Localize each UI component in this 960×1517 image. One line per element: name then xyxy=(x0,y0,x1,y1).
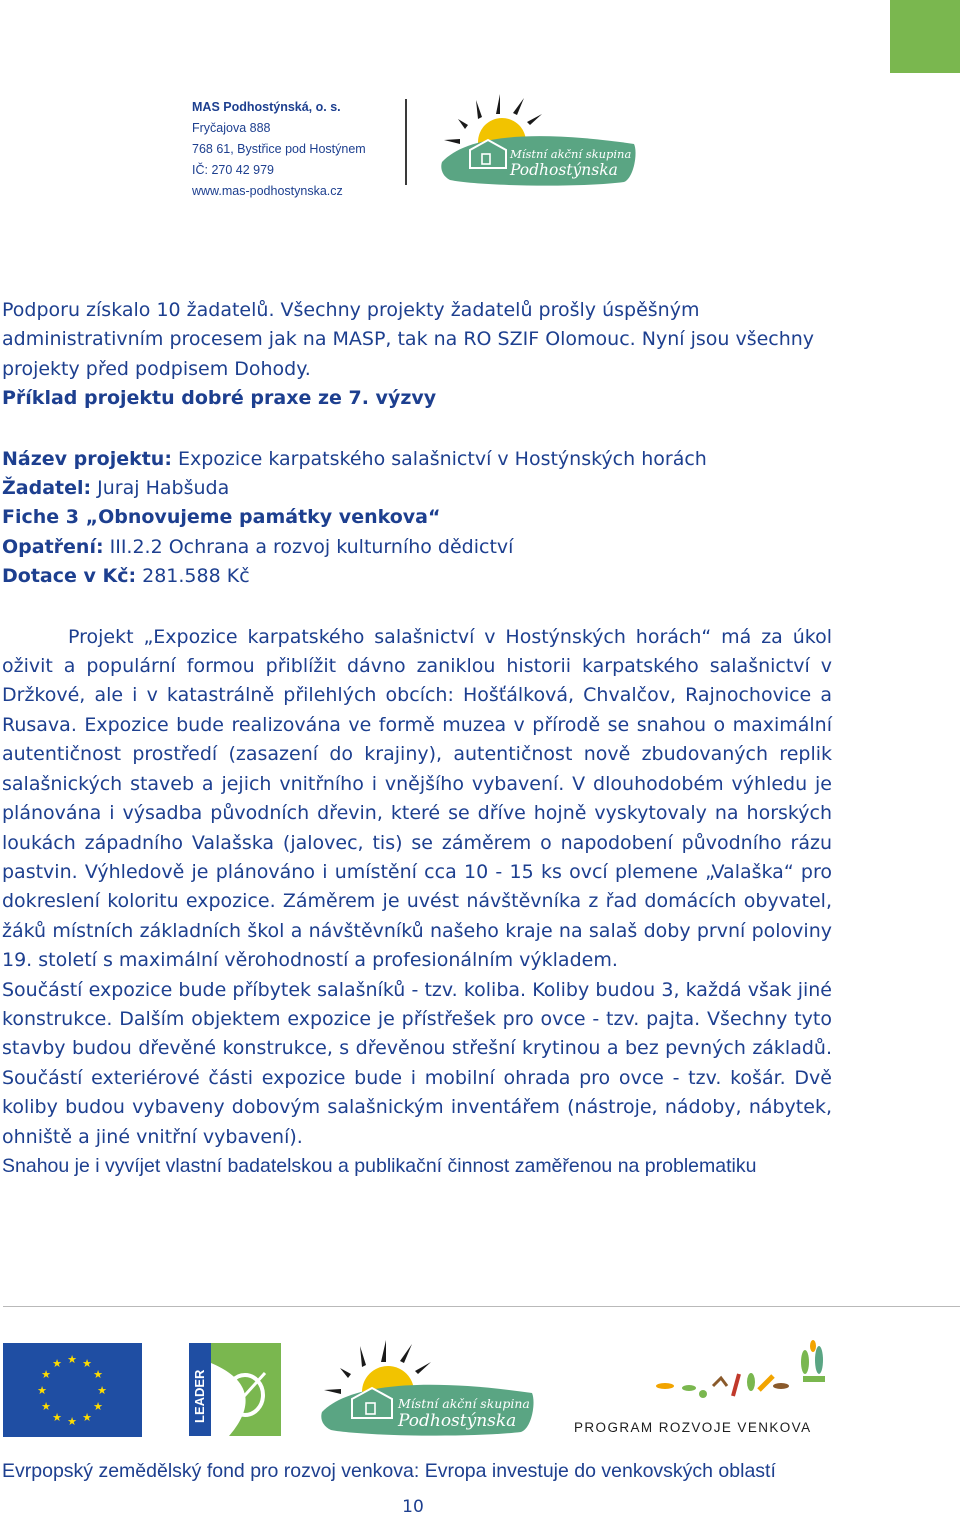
eu-flag-logo xyxy=(3,1343,142,1437)
svg-text:★: ★ xyxy=(93,1400,103,1413)
grant-label: Dotace v Kč: xyxy=(2,565,137,588)
mas-logo-footer xyxy=(318,1338,536,1438)
svg-text:★: ★ xyxy=(41,1368,51,1381)
page-number: 10 xyxy=(402,1497,424,1517)
svg-text:★: ★ xyxy=(67,1353,77,1366)
logo-line1: Místní akční skupina xyxy=(510,147,632,161)
description-paragraph-1: Projekt „Expozice karpatského salašnictví v Hostýnských horách“ má za úkol oživit a populární formou přiblížit dávno zaniklou historii karpatského salašnictví v Držkové, ale i v katastrálně přilehlých obcích: Hošťálková, Chvalčov, Rajnochovice a Rusava. Expozice bude realizována ve formě muzea v přírodě se snahou o maximální autentičnost prostředí (zasazení do krajiny), autentičnost nově zbudovaných replik salašnických staveb a jejich vnitřního i vnějšího vybavení. V dlouhodobém výhledu je plánována i výsadba původních dřevin, které se dříve hojně vyskytovaly na horských loukách západního Valašska (jalovec, tis) se záměrem o napodobení původního rázu pastvin. Výhledově je plánováno i umístění cca 10 - 15 ks ovcí plemene „Valaška“ pro dokreslení koloritu expozice. Záměrem je uvést návštěvníka z řad domácích obyvatel, žáků místních základních škol a návštěvníků našeho kraje na salaš doby první poloviny 19. století s maximální věrohodností a profesionálním výkladem. xyxy=(2,625,832,972)
applicant-label: Žadatel: xyxy=(2,477,92,500)
project-name-value: Expozice karpatského salašnictví v Hostýnských horách xyxy=(177,447,707,470)
svg-text:★: ★ xyxy=(97,1384,107,1397)
svg-text:★: ★ xyxy=(67,1415,77,1428)
logo-footer-line1: Místní akční skupina xyxy=(398,1396,530,1411)
project-name-row xyxy=(2,445,832,474)
svg-text:★: ★ xyxy=(41,1400,51,1413)
leader-icon xyxy=(189,1343,281,1436)
project-meta xyxy=(2,445,832,592)
project-name-label: Název projektu: xyxy=(2,447,172,470)
project-description xyxy=(2,623,832,1182)
footer-divider xyxy=(3,1306,960,1307)
fiche-row: Fiche 3 „Obnovujeme památky venkova“ xyxy=(2,506,441,529)
svg-text:★: ★ xyxy=(82,1357,92,1370)
grant-row xyxy=(2,562,832,591)
applicant-value: Juraj Habšuda xyxy=(97,477,230,500)
main-content xyxy=(2,296,832,1181)
header-divider xyxy=(405,99,407,185)
footer-tagline: Evrpopský zemědělský fond pro rozvoj venkova: Evropa investuje do venkovských oblastí xyxy=(2,1460,776,1482)
corner-green-tab xyxy=(890,0,960,73)
measure-value: III.2.2 Ochrana a rozvoj kulturního dědictví xyxy=(109,535,514,558)
svg-text:★: ★ xyxy=(52,1357,62,1370)
header-address-block xyxy=(192,97,392,202)
example-heading: Příklad projektu dobré praxe ze 7. výzvy xyxy=(2,387,437,410)
grant-value: 281.588 Kč xyxy=(142,565,250,588)
measure-row xyxy=(2,533,832,562)
org-name: MAS Podhostýnská, o. s. xyxy=(192,100,341,114)
leader-logo xyxy=(189,1343,281,1436)
measure-label: Opatření: xyxy=(2,535,104,558)
svg-text:★: ★ xyxy=(37,1384,47,1397)
org-street: Fryčajova 888 xyxy=(192,121,271,135)
description-paragraph-2: Součástí expozice bude příbytek salašníků - tzv. koliba. Koliby budou 3, každá však jiné konstrukce. Dalším objektem expozice je přístřešek pro ovce - tzv. pajta. Všechny tyto stavby budou dřevěné konstrukce, s dřevěnou střešní krytinou a bez pevných základů. Součástí exteriérové části expozice bude i mobilní ohrada pro ovce - tzv. košár. Dvě koliby budou vybaveny dobovým salašnickým inventářem (nástroje, nádoby, nábytek, ohniště a jiné vnitřní vybavení). xyxy=(2,978,832,1148)
logo-line2: Podhostýnska xyxy=(510,161,618,179)
prv-logo xyxy=(655,1338,830,1413)
org-web: www.mas-podhostynska.cz xyxy=(192,184,343,198)
org-ic: IČ: 270 42 979 xyxy=(192,163,275,177)
svg-text:★: ★ xyxy=(52,1411,62,1424)
prv-plants-icon xyxy=(655,1338,830,1413)
logo-footer-line2: Podhostýnska xyxy=(398,1411,517,1431)
description-last-line: Snahou je i vyvíjet vlastní badatelskou a publikační činnost zaměřenou na problematiku xyxy=(2,1154,757,1177)
intro-paragraph: Podporu získalo 10 žadatelů. Všechny projekty žadatelů prošly úspěšným administrativním procesem jak na MASP, tak na RO SZIF Olomouc. Nyní jsou všechny projekty před podpisem Dohody. xyxy=(2,299,815,380)
svg-text:★: ★ xyxy=(82,1411,92,1424)
leader-text: LEADER xyxy=(192,1369,207,1423)
applicant-row xyxy=(2,474,832,503)
svg-text:★: ★ xyxy=(93,1368,103,1381)
org-city: 768 61, Bystřice pod Hostýnem xyxy=(192,142,366,156)
eu-stars-icon xyxy=(3,1343,142,1437)
prv-caption: PROGRAM ROZVOJE VENKOVA xyxy=(574,1420,812,1435)
mas-logo-header xyxy=(438,92,638,188)
